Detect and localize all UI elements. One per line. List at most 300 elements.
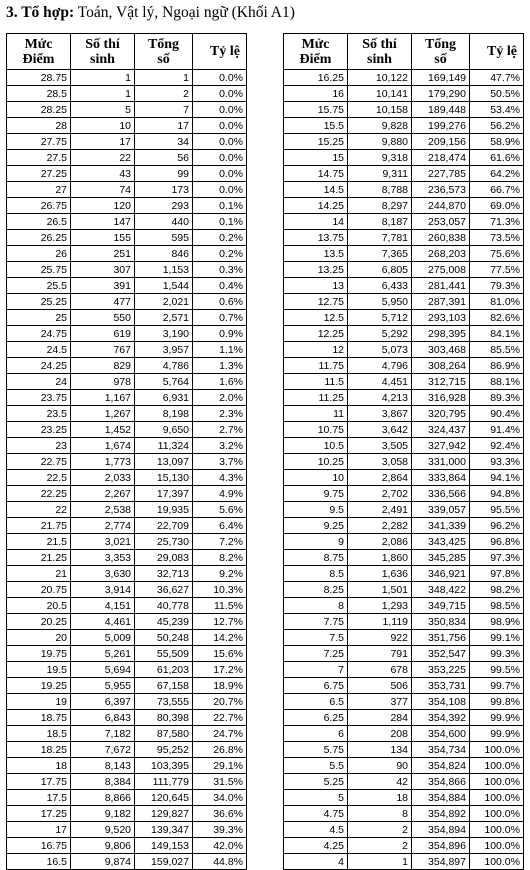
cell-score: 16 bbox=[284, 86, 348, 102]
cell-total: 8,198 bbox=[135, 406, 193, 422]
cell-percent: 77.5% bbox=[470, 262, 524, 278]
cell-score: 12.25 bbox=[284, 326, 348, 342]
table-row bbox=[7, 166, 247, 182]
cell-score: 15 bbox=[284, 150, 348, 166]
cell-total: 275,008 bbox=[412, 262, 470, 278]
cell-count: 978 bbox=[71, 374, 135, 390]
cell-total: 3,190 bbox=[135, 326, 193, 342]
cell-percent: 75.6% bbox=[470, 246, 524, 262]
cell-total: 1 bbox=[135, 70, 193, 86]
cell-count: 9,874 bbox=[71, 854, 135, 870]
cell-total: 354,894 bbox=[412, 822, 470, 838]
cell-score: 9.5 bbox=[284, 502, 348, 518]
cell-count: 1,452 bbox=[71, 422, 135, 438]
cell-score: 20.75 bbox=[7, 582, 71, 598]
cell-score: 16.5 bbox=[7, 854, 71, 870]
header-count: Số thí sinh bbox=[348, 34, 412, 70]
table-row bbox=[7, 502, 247, 518]
table-row bbox=[284, 710, 524, 726]
cell-total: 333,864 bbox=[412, 470, 470, 486]
table-row bbox=[284, 678, 524, 694]
table-row bbox=[284, 342, 524, 358]
cell-count: 8,384 bbox=[71, 774, 135, 790]
cell-percent: 0.2% bbox=[193, 246, 247, 262]
table-row bbox=[284, 454, 524, 470]
cell-score: 14.25 bbox=[284, 198, 348, 214]
cell-total: 9,650 bbox=[135, 422, 193, 438]
table-row bbox=[7, 278, 247, 294]
cell-total: 129,827 bbox=[135, 806, 193, 822]
cell-score: 22.75 bbox=[7, 454, 71, 470]
cell-count: 10,122 bbox=[348, 70, 412, 86]
cell-total: 298,395 bbox=[412, 326, 470, 342]
cell-percent: 10.3% bbox=[193, 582, 247, 598]
cell-total: 227,785 bbox=[412, 166, 470, 182]
cell-count: 7,781 bbox=[348, 230, 412, 246]
cell-total: 350,834 bbox=[412, 614, 470, 630]
cell-percent: 0.0% bbox=[193, 166, 247, 182]
cell-total: 40,778 bbox=[135, 598, 193, 614]
cell-count: 4,213 bbox=[348, 390, 412, 406]
table-row bbox=[284, 646, 524, 662]
cell-count: 1,293 bbox=[348, 598, 412, 614]
cell-percent: 2.0% bbox=[193, 390, 247, 406]
table-row bbox=[7, 662, 247, 678]
cell-total: 352,547 bbox=[412, 646, 470, 662]
cell-total: 351,756 bbox=[412, 630, 470, 646]
cell-total: 29,083 bbox=[135, 550, 193, 566]
cell-percent: 99.9% bbox=[470, 726, 524, 742]
table-row bbox=[7, 678, 247, 694]
cell-percent: 99.3% bbox=[470, 646, 524, 662]
cell-percent: 99.8% bbox=[470, 694, 524, 710]
cell-percent: 42.0% bbox=[193, 838, 247, 854]
table-row bbox=[7, 790, 247, 806]
table-row bbox=[284, 806, 524, 822]
cell-total: 281,441 bbox=[412, 278, 470, 294]
cell-percent: 69.0% bbox=[470, 198, 524, 214]
cell-count: 3,021 bbox=[71, 534, 135, 550]
cell-count: 284 bbox=[348, 710, 412, 726]
cell-score: 5.5 bbox=[284, 758, 348, 774]
cell-percent: 100.0% bbox=[470, 774, 524, 790]
cell-percent: 81.0% bbox=[470, 294, 524, 310]
cell-score: 13.5 bbox=[284, 246, 348, 262]
cell-total: 13,097 bbox=[135, 454, 193, 470]
cell-count: 4,796 bbox=[348, 358, 412, 374]
cell-score: 12.5 bbox=[284, 310, 348, 326]
cell-score: 18.75 bbox=[7, 710, 71, 726]
table-row bbox=[7, 198, 247, 214]
cell-percent: 94.1% bbox=[470, 470, 524, 486]
table-row bbox=[284, 854, 524, 870]
cell-total: 169,149 bbox=[412, 70, 470, 86]
cell-percent: 0.0% bbox=[193, 102, 247, 118]
cell-total: 25,730 bbox=[135, 534, 193, 550]
cell-percent: 0.0% bbox=[193, 134, 247, 150]
cell-count: 1,267 bbox=[71, 406, 135, 422]
cell-total: 303,468 bbox=[412, 342, 470, 358]
table-row bbox=[284, 134, 524, 150]
cell-percent: 9.2% bbox=[193, 566, 247, 582]
cell-score: 9.25 bbox=[284, 518, 348, 534]
table-row bbox=[7, 342, 247, 358]
cell-count: 1 bbox=[348, 854, 412, 870]
table-row bbox=[7, 630, 247, 646]
cell-score: 15.5 bbox=[284, 118, 348, 134]
table-row bbox=[284, 246, 524, 262]
cell-score: 13.75 bbox=[284, 230, 348, 246]
cell-total: 336,566 bbox=[412, 486, 470, 502]
cell-total: 218,474 bbox=[412, 150, 470, 166]
cell-count: 3,642 bbox=[348, 422, 412, 438]
cell-count: 9,311 bbox=[348, 166, 412, 182]
cell-score: 25.25 bbox=[7, 294, 71, 310]
cell-count: 678 bbox=[348, 662, 412, 678]
cell-count: 1,501 bbox=[348, 582, 412, 598]
cell-count: 550 bbox=[71, 310, 135, 326]
cell-count: 2,086 bbox=[348, 534, 412, 550]
table-row bbox=[7, 374, 247, 390]
cell-score: 26 bbox=[7, 246, 71, 262]
cell-count: 5,712 bbox=[348, 310, 412, 326]
cell-percent: 6.4% bbox=[193, 518, 247, 534]
table-row bbox=[7, 566, 247, 582]
cell-score: 4.25 bbox=[284, 838, 348, 854]
table-row bbox=[284, 822, 524, 838]
cell-score: 17.5 bbox=[7, 790, 71, 806]
table-row bbox=[7, 422, 247, 438]
cell-total: 236,573 bbox=[412, 182, 470, 198]
table-row bbox=[7, 742, 247, 758]
cell-percent: 79.3% bbox=[470, 278, 524, 294]
cell-percent: 98.2% bbox=[470, 582, 524, 598]
cell-score: 5.75 bbox=[284, 742, 348, 758]
cell-percent: 82.6% bbox=[470, 310, 524, 326]
cell-score: 28.5 bbox=[7, 86, 71, 102]
table-row bbox=[284, 470, 524, 486]
cell-score: 10 bbox=[284, 470, 348, 486]
cell-total: 17 bbox=[135, 118, 193, 134]
table-row bbox=[284, 566, 524, 582]
cell-count: 4,151 bbox=[71, 598, 135, 614]
cell-count: 1 bbox=[71, 70, 135, 86]
cell-count: 2,864 bbox=[348, 470, 412, 486]
cell-percent: 17.2% bbox=[193, 662, 247, 678]
cell-score: 25.5 bbox=[7, 278, 71, 294]
cell-total: 173 bbox=[135, 182, 193, 198]
cell-percent: 99.5% bbox=[470, 662, 524, 678]
table-row bbox=[284, 582, 524, 598]
cell-percent: 0.4% bbox=[193, 278, 247, 294]
cell-count: 2 bbox=[348, 822, 412, 838]
cell-total: 19,935 bbox=[135, 502, 193, 518]
table-row bbox=[284, 278, 524, 294]
cell-score: 17 bbox=[7, 822, 71, 838]
cell-count: 8,297 bbox=[348, 198, 412, 214]
table-row bbox=[284, 758, 524, 774]
cell-count: 506 bbox=[348, 678, 412, 694]
cell-score: 18.25 bbox=[7, 742, 71, 758]
cell-total: 189,448 bbox=[412, 102, 470, 118]
cell-score: 8.25 bbox=[284, 582, 348, 598]
table-row bbox=[7, 86, 247, 102]
cell-score: 21 bbox=[7, 566, 71, 582]
cell-score: 8 bbox=[284, 598, 348, 614]
table-row bbox=[7, 726, 247, 742]
cell-percent: 66.7% bbox=[470, 182, 524, 198]
cell-percent: 85.5% bbox=[470, 342, 524, 358]
header-score: Mức Điểm bbox=[7, 34, 71, 70]
cell-count: 5,292 bbox=[348, 326, 412, 342]
cell-count: 134 bbox=[348, 742, 412, 758]
cell-count: 3,914 bbox=[71, 582, 135, 598]
cell-total: 34 bbox=[135, 134, 193, 150]
cell-percent: 11.5% bbox=[193, 598, 247, 614]
cell-percent: 100.0% bbox=[470, 790, 524, 806]
cell-total: 67,158 bbox=[135, 678, 193, 694]
cell-count: 9,806 bbox=[71, 838, 135, 854]
cell-total: 846 bbox=[135, 246, 193, 262]
cell-score: 6.75 bbox=[284, 678, 348, 694]
cell-score: 23.5 bbox=[7, 406, 71, 422]
table-row bbox=[284, 422, 524, 438]
cell-total: 120,645 bbox=[135, 790, 193, 806]
cell-percent: 12.7% bbox=[193, 614, 247, 630]
cell-score: 13 bbox=[284, 278, 348, 294]
table-row bbox=[284, 390, 524, 406]
cell-percent: 36.6% bbox=[193, 806, 247, 822]
table-row bbox=[284, 294, 524, 310]
table-row bbox=[284, 598, 524, 614]
header-score: Mức Điểm bbox=[284, 34, 348, 70]
table-row bbox=[284, 102, 524, 118]
table-row bbox=[7, 182, 247, 198]
table-row bbox=[7, 118, 247, 134]
cell-percent: 98.5% bbox=[470, 598, 524, 614]
cell-count: 2,033 bbox=[71, 470, 135, 486]
cell-total: 354,866 bbox=[412, 774, 470, 790]
cell-percent: 71.3% bbox=[470, 214, 524, 230]
cell-score: 21.5 bbox=[7, 534, 71, 550]
cell-percent: 88.1% bbox=[470, 374, 524, 390]
table-row bbox=[7, 294, 247, 310]
cell-total: 50,248 bbox=[135, 630, 193, 646]
header-percent: Tỷ lệ bbox=[470, 34, 524, 70]
table-row bbox=[284, 502, 524, 518]
cell-total: 354,392 bbox=[412, 710, 470, 726]
cell-total: 179,290 bbox=[412, 86, 470, 102]
cell-score: 21.75 bbox=[7, 518, 71, 534]
cell-count: 1,167 bbox=[71, 390, 135, 406]
table-row bbox=[7, 822, 247, 838]
cell-count: 3,353 bbox=[71, 550, 135, 566]
table-body bbox=[284, 70, 524, 870]
cell-percent: 96.2% bbox=[470, 518, 524, 534]
cell-count: 251 bbox=[71, 246, 135, 262]
cell-percent: 98.9% bbox=[470, 614, 524, 630]
cell-count: 8,866 bbox=[71, 790, 135, 806]
cell-score: 16.75 bbox=[7, 838, 71, 854]
table-row bbox=[284, 374, 524, 390]
cell-count: 10 bbox=[71, 118, 135, 134]
table-row bbox=[7, 70, 247, 86]
section-subjects: Toán, Vật lý, Ngoại ngữ (Khối A1) bbox=[74, 4, 295, 21]
cell-total: 95,252 bbox=[135, 742, 193, 758]
cell-count: 1 bbox=[71, 86, 135, 102]
cell-total: 354,892 bbox=[412, 806, 470, 822]
cell-percent: 7.2% bbox=[193, 534, 247, 550]
table-row bbox=[284, 486, 524, 502]
cell-score: 24.75 bbox=[7, 326, 71, 342]
cell-score: 12 bbox=[284, 342, 348, 358]
cell-score: 20.25 bbox=[7, 614, 71, 630]
cell-count: 8,143 bbox=[71, 758, 135, 774]
cell-percent: 44.8% bbox=[193, 854, 247, 870]
cell-score: 27.25 bbox=[7, 166, 71, 182]
cell-percent: 22.7% bbox=[193, 710, 247, 726]
cell-count: 4,461 bbox=[71, 614, 135, 630]
table-row bbox=[7, 710, 247, 726]
cell-score: 10.5 bbox=[284, 438, 348, 454]
cell-score: 7.5 bbox=[284, 630, 348, 646]
cell-score: 23.75 bbox=[7, 390, 71, 406]
cell-percent: 90.4% bbox=[470, 406, 524, 422]
cell-score: 14.75 bbox=[284, 166, 348, 182]
cell-score: 18.5 bbox=[7, 726, 71, 742]
cell-count: 1,119 bbox=[348, 614, 412, 630]
cell-total: 15,130 bbox=[135, 470, 193, 486]
cell-total: 2 bbox=[135, 86, 193, 102]
cell-count: 9,318 bbox=[348, 150, 412, 166]
cell-score: 6.5 bbox=[284, 694, 348, 710]
table-row bbox=[7, 614, 247, 630]
table-row bbox=[284, 230, 524, 246]
cell-total: 73,555 bbox=[135, 694, 193, 710]
cell-percent: 0.0% bbox=[193, 150, 247, 166]
cell-count: 9,520 bbox=[71, 822, 135, 838]
table-row bbox=[7, 406, 247, 422]
cell-percent: 91.4% bbox=[470, 422, 524, 438]
cell-percent: 3.2% bbox=[193, 438, 247, 454]
cell-total: 440 bbox=[135, 214, 193, 230]
cell-total: 331,000 bbox=[412, 454, 470, 470]
cell-total: 343,425 bbox=[412, 534, 470, 550]
cell-total: 56 bbox=[135, 150, 193, 166]
table-row bbox=[284, 358, 524, 374]
cell-score: 23 bbox=[7, 438, 71, 454]
cell-percent: 100.0% bbox=[470, 822, 524, 838]
cell-count: 767 bbox=[71, 342, 135, 358]
cell-total: 2,021 bbox=[135, 294, 193, 310]
cell-percent: 0.7% bbox=[193, 310, 247, 326]
table-row bbox=[284, 406, 524, 422]
table-row bbox=[7, 646, 247, 662]
cell-total: 349,715 bbox=[412, 598, 470, 614]
cell-total: 308,264 bbox=[412, 358, 470, 374]
cell-score: 27.5 bbox=[7, 150, 71, 166]
table-row bbox=[284, 262, 524, 278]
section-number: 3. Tổ hợp: bbox=[6, 4, 75, 21]
cell-percent: 0.9% bbox=[193, 326, 247, 342]
cell-total: 348,422 bbox=[412, 582, 470, 598]
cell-total: 354,897 bbox=[412, 854, 470, 870]
table-row bbox=[284, 86, 524, 102]
cell-count: 5,955 bbox=[71, 678, 135, 694]
cell-percent: 39.3% bbox=[193, 822, 247, 838]
cell-percent: 0.2% bbox=[193, 230, 247, 246]
cell-total: 345,285 bbox=[412, 550, 470, 566]
cell-total: 199,276 bbox=[412, 118, 470, 134]
cell-total: 346,921 bbox=[412, 566, 470, 582]
cell-score: 12.75 bbox=[284, 294, 348, 310]
cell-score: 27.75 bbox=[7, 134, 71, 150]
table-row bbox=[7, 534, 247, 550]
cell-percent: 20.7% bbox=[193, 694, 247, 710]
cell-percent: 5.6% bbox=[193, 502, 247, 518]
cell-score: 24.25 bbox=[7, 358, 71, 374]
cell-count: 74 bbox=[71, 182, 135, 198]
table-row bbox=[7, 518, 247, 534]
cell-total: 111,779 bbox=[135, 774, 193, 790]
cell-count: 7,365 bbox=[348, 246, 412, 262]
table-row bbox=[7, 150, 247, 166]
cell-score: 19.5 bbox=[7, 662, 71, 678]
table-row bbox=[284, 310, 524, 326]
cell-score: 5.25 bbox=[284, 774, 348, 790]
cell-total: 287,391 bbox=[412, 294, 470, 310]
table-body bbox=[7, 70, 247, 870]
table-row bbox=[284, 694, 524, 710]
cell-total: 353,225 bbox=[412, 662, 470, 678]
cell-total: 5,764 bbox=[135, 374, 193, 390]
cell-total: 353,731 bbox=[412, 678, 470, 694]
cell-percent: 14.2% bbox=[193, 630, 247, 646]
table-row bbox=[284, 662, 524, 678]
cell-score: 5 bbox=[284, 790, 348, 806]
cell-total: 3,957 bbox=[135, 342, 193, 358]
cell-score: 23.25 bbox=[7, 422, 71, 438]
cell-count: 3,630 bbox=[71, 566, 135, 582]
cell-score: 11.25 bbox=[284, 390, 348, 406]
cell-score: 15.75 bbox=[284, 102, 348, 118]
cell-count: 5,261 bbox=[71, 646, 135, 662]
cell-score: 11.5 bbox=[284, 374, 348, 390]
cell-percent: 0.1% bbox=[193, 198, 247, 214]
table-row bbox=[7, 838, 247, 854]
cell-score: 15.25 bbox=[284, 134, 348, 150]
cell-score: 6 bbox=[284, 726, 348, 742]
table-row bbox=[284, 214, 524, 230]
table-row bbox=[7, 694, 247, 710]
table-row bbox=[7, 230, 247, 246]
cell-score: 4.75 bbox=[284, 806, 348, 822]
cell-score: 7 bbox=[284, 662, 348, 678]
cell-total: 341,339 bbox=[412, 518, 470, 534]
cell-percent: 97.3% bbox=[470, 550, 524, 566]
cell-percent: 99.9% bbox=[470, 710, 524, 726]
table-header bbox=[284, 34, 524, 70]
table-row bbox=[7, 326, 247, 342]
cell-score: 4 bbox=[284, 854, 348, 870]
cell-count: 9,880 bbox=[348, 134, 412, 150]
table-row bbox=[7, 470, 247, 486]
cell-total: 260,838 bbox=[412, 230, 470, 246]
cell-score: 18 bbox=[7, 758, 71, 774]
cell-score: 19.25 bbox=[7, 678, 71, 694]
header-total: Tổng số bbox=[135, 34, 193, 70]
cell-total: 87,580 bbox=[135, 726, 193, 742]
